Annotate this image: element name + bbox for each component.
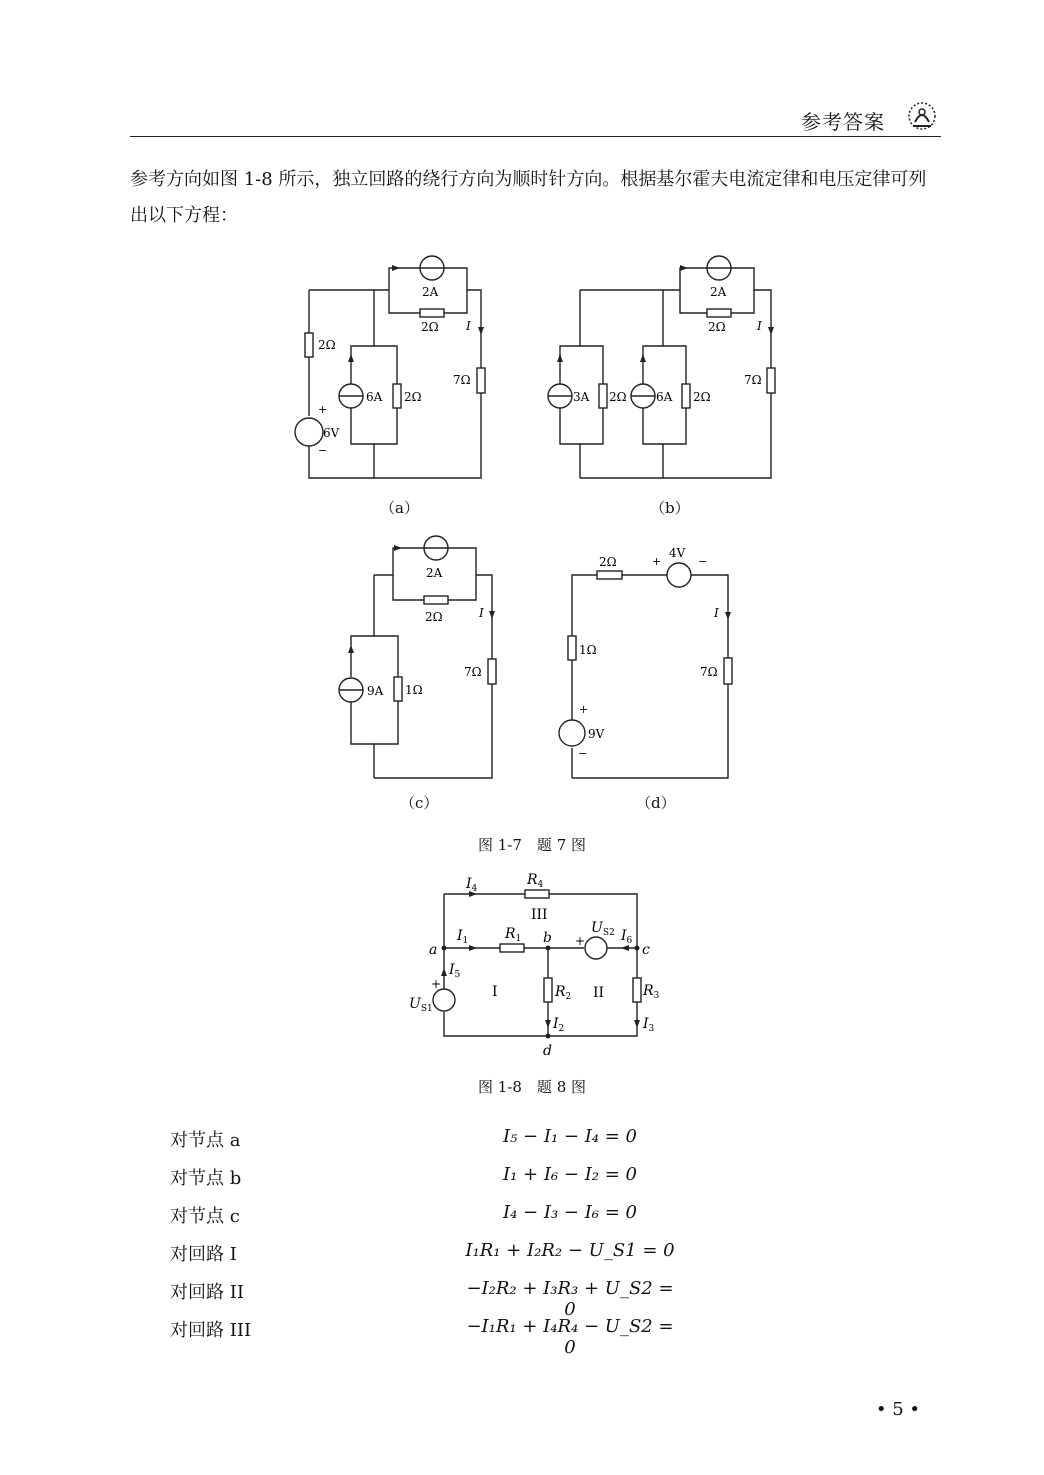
label-cs-1: 3A bbox=[573, 390, 590, 404]
label-cs-mid: 6A bbox=[366, 390, 383, 404]
label-current: I bbox=[479, 606, 484, 620]
equation-row bbox=[170, 1126, 770, 1160]
label-plus-top: + bbox=[652, 555, 662, 568]
page-number: • 5 • bbox=[875, 1399, 920, 1420]
equation-formula: I₁R₁ + I₂R₂ − U_S1 = 0 bbox=[465, 1240, 675, 1261]
label-r-top: 2Ω bbox=[599, 555, 617, 569]
equation-formula: I₅ − I₁ − I₄ = 0 bbox=[502, 1126, 637, 1147]
label-cs-top: 2A bbox=[422, 285, 439, 299]
label-R3: $R_3$ bbox=[643, 983, 660, 1001]
figure-1-7-caption: 图 1-7 题 7 图 bbox=[478, 836, 587, 854]
intro-paragraph: 参考方向如图 1-8 所示，独立回路的绕行方向为顺时针方向。根据基尔霍夫电流定律和电压定律可列出以下方程： bbox=[130, 169, 927, 226]
equation-formula: I₁ + I₆ − I₂ = 0 bbox=[502, 1164, 637, 1185]
equation-label: 对节点 b bbox=[170, 1168, 242, 1189]
label-minus: − bbox=[318, 444, 328, 457]
label-cs-2: 6A bbox=[656, 390, 673, 404]
label-vs: 6V bbox=[323, 426, 340, 440]
label-vs-top: 4V bbox=[669, 546, 686, 560]
label-current: I bbox=[714, 606, 719, 620]
equation-formula: −I₂R₂ + I₃R₃ + U_S2 = 0 bbox=[466, 1278, 674, 1320]
label-r-right: 7Ω bbox=[464, 665, 482, 679]
equation-label: 对回路 I bbox=[170, 1244, 237, 1265]
book-logo-icon bbox=[903, 100, 941, 132]
label-r-left: 2Ω bbox=[318, 338, 336, 352]
equation-row bbox=[170, 1240, 770, 1274]
circuit-d bbox=[545, 535, 745, 785]
figure-1-7b bbox=[560, 250, 790, 494]
circuit-c bbox=[340, 535, 510, 785]
equation-formula: I₄ − I₃ − I₆ = 0 bbox=[502, 1202, 637, 1223]
caption-b: （b） bbox=[650, 499, 690, 517]
equation-label: 对节点 a bbox=[170, 1130, 241, 1151]
figure-1-8 bbox=[405, 868, 675, 1072]
label-r-top: 2Ω bbox=[708, 320, 726, 334]
equation-row bbox=[170, 1164, 770, 1198]
label-r-top: 2Ω bbox=[425, 610, 443, 624]
label-current: I bbox=[466, 319, 471, 333]
label-US2: $U_{S2}$ bbox=[591, 920, 615, 938]
label-node-c: c bbox=[642, 942, 650, 958]
caption-c: （c） bbox=[400, 794, 439, 812]
label-cs-1: 9A bbox=[367, 684, 384, 698]
page-header bbox=[130, 96, 941, 137]
label-I3: $I_3$ bbox=[643, 1016, 655, 1034]
label-current: I bbox=[757, 319, 762, 333]
label-I2: $I_2$ bbox=[553, 1016, 565, 1034]
label-r-1: 1Ω bbox=[405, 683, 423, 697]
label-node-b: b bbox=[543, 930, 552, 946]
circuit-1-8 bbox=[405, 868, 675, 1068]
figure-1-7d bbox=[545, 535, 745, 789]
label-cs-top: 2A bbox=[426, 566, 443, 580]
label-R2: $R_2$ bbox=[555, 984, 572, 1002]
label-plus-us1: + bbox=[431, 977, 442, 991]
equation-row bbox=[170, 1316, 770, 1358]
label-plus-left: + bbox=[579, 703, 589, 716]
label-r-mid: 2Ω bbox=[404, 390, 422, 404]
label-R1: $R_1$ bbox=[505, 926, 522, 944]
equation-row bbox=[170, 1202, 770, 1236]
caption-a: （a） bbox=[380, 499, 419, 517]
circuit-a bbox=[290, 250, 510, 490]
label-r-right: 7Ω bbox=[453, 373, 471, 387]
figure-1-7a bbox=[290, 250, 510, 494]
figure-1-7c bbox=[340, 535, 510, 789]
label-loop-I: I bbox=[492, 984, 498, 1000]
circuit-b bbox=[560, 250, 790, 490]
equation-label: 对节点 c bbox=[170, 1206, 240, 1227]
label-loop-II: II bbox=[593, 985, 605, 1001]
equation-row bbox=[170, 1278, 770, 1320]
label-US1: $U_{S1}$ bbox=[409, 996, 433, 1014]
label-I5: $I_5$ bbox=[449, 962, 461, 980]
label-plus: + bbox=[318, 403, 328, 416]
label-minus-left: − bbox=[578, 747, 588, 760]
label-R4: $R_4$ bbox=[527, 872, 544, 890]
label-I1: $I_1$ bbox=[457, 928, 469, 946]
label-I4: $I_4$ bbox=[466, 876, 478, 894]
label-node-d: d bbox=[543, 1043, 552, 1059]
label-minus-top: − bbox=[698, 555, 708, 568]
header-title: 参考答案 bbox=[801, 110, 885, 134]
equation-formula: −I₁R₁ + I₄R₄ − U_S2 = 0 bbox=[466, 1316, 674, 1358]
label-I6: $I_6$ bbox=[621, 928, 633, 946]
label-plus-us2: + bbox=[575, 934, 586, 948]
label-vs-left: 9V bbox=[588, 727, 605, 741]
label-r-1: 2Ω bbox=[609, 390, 627, 404]
label-r-right: 7Ω bbox=[744, 373, 762, 387]
figure-1-8-caption: 图 1-8 题 8 图 bbox=[478, 1078, 587, 1096]
label-r-right: 7Ω bbox=[700, 665, 718, 679]
equation-label: 对回路 III bbox=[170, 1320, 252, 1341]
label-r-left: 1Ω bbox=[579, 643, 597, 657]
label-node-a: a bbox=[429, 942, 438, 958]
caption-d: （d） bbox=[636, 794, 676, 812]
label-r-2: 2Ω bbox=[693, 390, 711, 404]
equation-label: 对回路 II bbox=[170, 1282, 244, 1303]
label-r-top: 2Ω bbox=[421, 320, 439, 334]
label-cs-top: 2A bbox=[710, 285, 727, 299]
label-loop-III: III bbox=[531, 907, 548, 923]
